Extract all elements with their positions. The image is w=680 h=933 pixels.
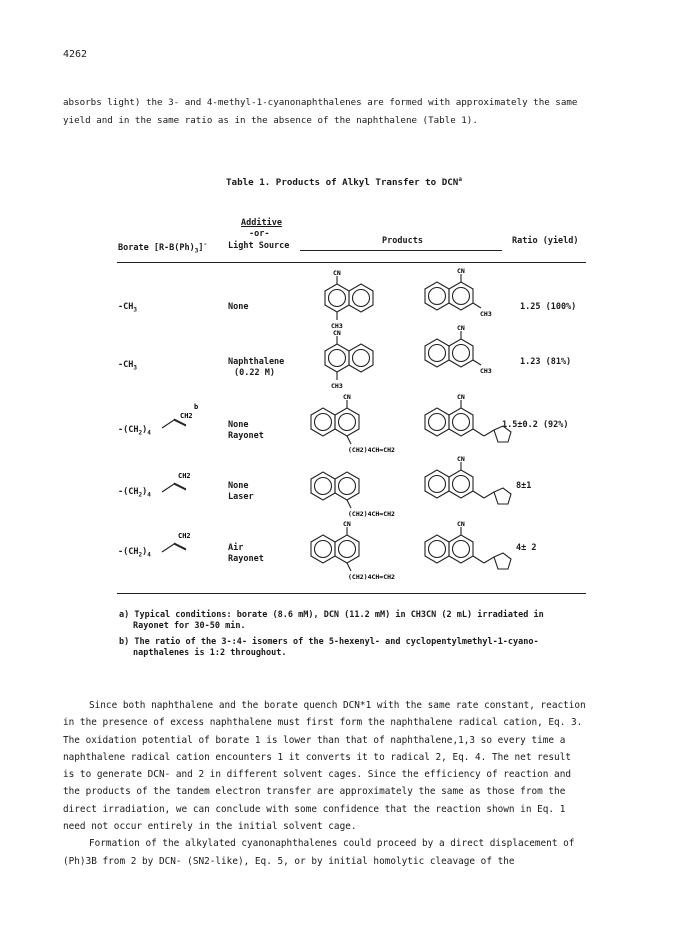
row2-borate [118,360,137,372]
body-paragraphs [63,697,623,870]
body-line: The oxidation potential of borate 1 is lower than that of naphthalene,1,3 so every time a [63,734,566,746]
row1-p1-ch3: CH3 [331,322,343,330]
row5-additive-1: Air [228,543,244,553]
body-line: in the presence of excess naphthalene must first form the naphthalene radical cation, Eq. 3. [63,717,583,729]
row1-p1-cn: CN [333,270,341,277]
row3-borate [118,425,151,437]
page-number: 4262 [63,49,88,60]
row5-vinyl-ch2: CH2 [178,532,191,540]
row3-additive-2: Rayonet [228,431,264,441]
row5-product-3-cyclopentylmethyl-structure [420,521,520,583]
header-additive-1: Additive [241,218,282,228]
row5-borate-sub: 2 [138,551,143,559]
intro-line-1: absorbs light) the 3- and 4-methyl-1-cyanonaphthalenes are formed with approximately the same [63,97,578,108]
body-line: need not occur entirely in the initial solvent cage. [63,821,357,833]
row3-product-4-hexenyl-structure [306,394,416,456]
body-line: is to generate DCN- and 2 in different solvent cages. Since the efficiency of reaction and [63,769,571,781]
row5-p2-cn: CN [457,521,465,528]
header-borate-sup: - [203,241,208,248]
footnote-b-line2: napthalenes is 1:2 throughout. [133,648,287,658]
row5-p1-chain: (CH2)4CH=CH2 [348,573,395,581]
row2-ratio: 1.23 (81%) [520,357,572,367]
row4-p2-cn: CN [457,456,465,463]
row4-borate-sub4: 4 [147,491,151,499]
row4-borate [118,487,151,499]
row3-borate-sub: 2 [138,429,143,437]
intro-line-2: yield and in the same ratio as in the absence of the naphthalene (Table 1). [63,115,478,126]
row3-p2-cn: CN [457,394,465,401]
row4-p1-chain: (CH2)4CH=CH2 [348,510,395,518]
row4-borate-text: -(CH [118,487,139,497]
row2-borate-text: -CH [118,360,134,370]
body-line: Formation of the alkylated cyanonaphthalenes could proceed by a direct displacement of [89,838,575,850]
body-line: Since both naphthalene and the borate quench DCN*1 with the same rate constant, reaction [89,700,586,711]
row5-borate-sub4: 4 [147,551,151,559]
header-borate-sub: 3 [194,247,199,255]
row3-vinyl-ch2: CH2 [180,412,193,420]
row2-product-4-methyl-structure [308,330,378,392]
row1-p2-ch3: CH3 [480,310,492,318]
row4-ratio: 8±1 [516,481,532,491]
body-line: direct irradiation, we can conclude with some confidence that the reaction shown in Eq. 1 [63,803,566,815]
row1-borate-text: -CH [118,302,134,312]
row3-ratio: 1.5±0.2 (92%) [502,420,569,430]
row3-p1-cn: CN [343,394,351,401]
body-line: (Ph)3B from 2 by DCN- (SN2-like), Eq. 5, or by initial homolytic cleavage of the [63,855,515,867]
row3-footnote-mark: b [194,403,199,411]
header-borate [118,241,207,255]
products-header-rule [300,250,502,251]
table-title-footnote-mark: a [458,176,462,183]
row2-product-3-methyl-structure [420,325,500,385]
header-borate-tail: ] [198,242,204,253]
row2-additive-1: Naphthalene [228,357,285,367]
footnote-b-line1: b) The ratio of the 3-:4- isomers of the 5-hexenyl- and cyclopentylmethyl-1-cyano- [119,637,539,647]
table-title [226,176,462,188]
row4-hexenyl-tail [160,466,210,496]
header-ratio: Ratio (yield) [512,236,579,246]
row4-product-4-hexenyl-structure [306,458,416,520]
row4-product-3-cyclopentylmethyl-structure [420,456,520,518]
table-bottom-rule [117,593,586,594]
row5-borate-close: ) [142,547,148,557]
row2-p1-ch3: CH3 [331,382,343,390]
row4-additive-1: None [228,481,249,491]
row3-borate-text: -(CH [118,425,139,435]
row1-product-4-methyl-structure [308,270,378,332]
row5-borate-text: -(CH [118,547,139,557]
row3-borate-sub4: 4 [147,429,151,437]
row4-additive-2: Laser [228,492,254,502]
row5-hexenyl-tail [160,526,210,556]
row5-borate [118,547,151,559]
table-top-rule [117,262,586,263]
row3-p1-chain: (CH2)4CH=CH2 [348,446,395,454]
row2-p2-cn: CN [457,325,465,332]
row5-ratio: 4± 2 [516,543,537,553]
row2-additive-2: (0.22 M) [234,368,275,378]
body-line: the products of the tandem electron transfer are approximately the same as those from the [63,786,566,798]
row3-additive-1: None [228,420,249,430]
row1-borate-sub: 3 [133,306,137,314]
row4-borate-sub: 2 [138,491,143,499]
row1-ratio: 1.25 (100%) [520,302,577,312]
row1-borate [118,302,137,314]
footnote-a-line2: Rayonet for 30-50 min. [133,621,246,631]
header-additive-2: -or- [249,229,270,239]
row1-p2-cn: CN [457,268,465,275]
header-additive-3: Light Source [228,241,290,251]
row2-p1-cn: CN [333,330,341,337]
header-borate-text: Borate [R-B(Ph) [118,242,195,253]
row5-p1-cn: CN [343,521,351,528]
row3-hexenyl-tail [160,400,220,434]
row2-borate-sub: 3 [133,364,137,372]
row5-additive-2: Rayonet [228,554,264,564]
row1-additive: None [228,302,249,312]
table-title-text: Table 1. Products of Alkyl Transfer to DCN [226,177,459,189]
row1-product-3-methyl-structure [420,268,500,328]
row4-borate-close: ) [142,487,148,497]
row4-vinyl-ch2: CH2 [178,472,191,480]
row3-borate-close: ) [142,425,148,435]
header-products: Products [382,236,423,246]
body-line: naphthalene radical cation encounters 1 it converts it to radical 2, Eq. 4. The net result [63,751,571,763]
row5-product-4-hexenyl-structure [306,521,416,583]
footnote-a-line1: a) Typical conditions: borate (8.6 mM), DCN (11.2 mM) in CH3CN (2 mL) irradiated in [119,610,544,620]
row3-product-3-cyclopentylmethyl-structure [420,394,520,456]
row2-p2-ch3: CH3 [480,367,492,375]
